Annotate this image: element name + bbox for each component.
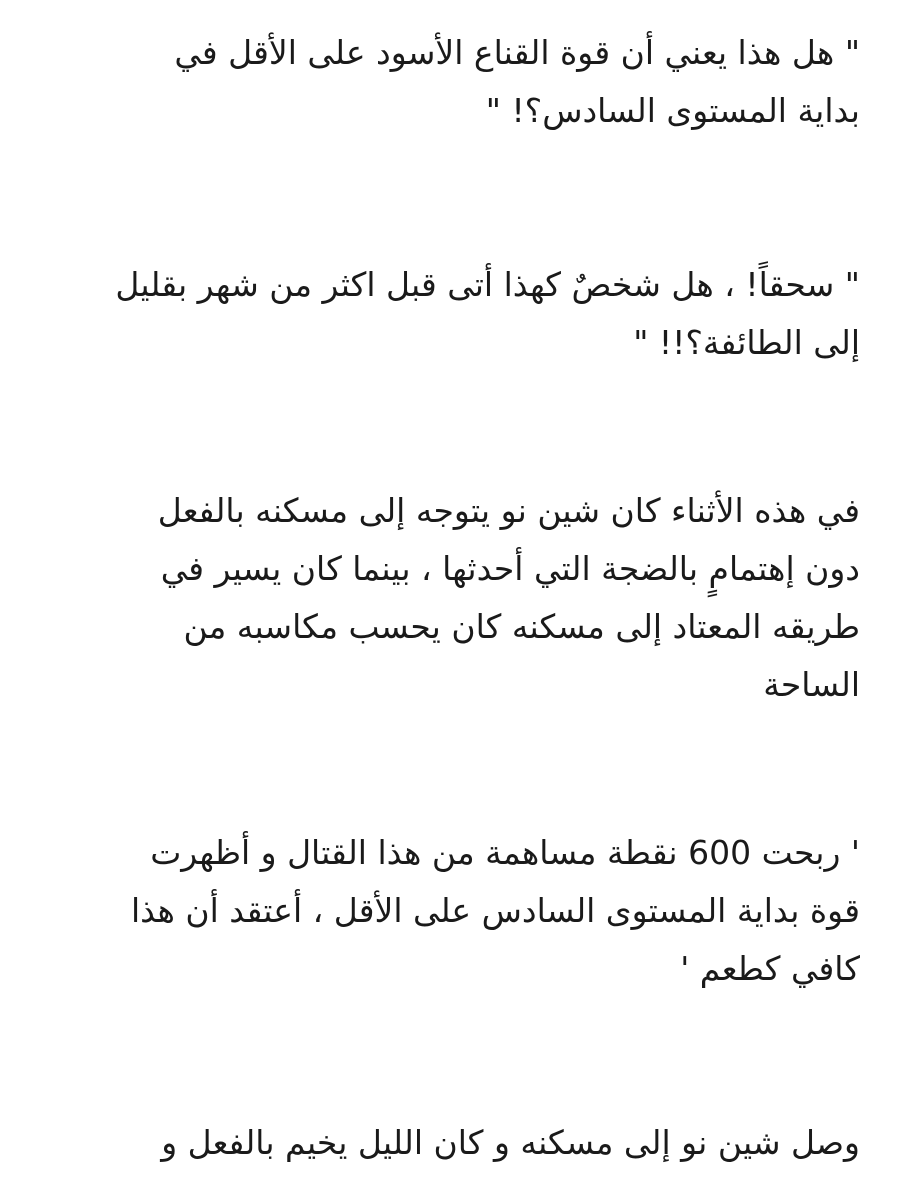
paragraph-line: دون إهتمامٍ بالضجة التي أحدثها ، بينما كان يسير في xyxy=(160,549,860,588)
paragraph-line: بداية المستوى السادس؟! " xyxy=(485,91,860,130)
paragraph-line: وصل شين نو إلى مسكنه و كان الليل يخيم بالفعل و xyxy=(161,1123,860,1162)
paragraph-line: " سحقاً! ، هل شخصٌ كهذا أتى قبل اكثر من شهر بقليل xyxy=(115,265,860,304)
paragraph-line: قوة بداية المستوى السادس على الأقل ، أعتقد أن هذا xyxy=(131,891,860,930)
paragraph-line: " هل هذا يعني أن قوة القناع الأسود على الأقل في xyxy=(174,33,860,72)
paragraph-5 xyxy=(40,1114,860,1172)
paragraph-line: ' ربحت 600 نقطة مساهمة من هذا القتال و أظهرت xyxy=(150,833,860,872)
paragraph-2 xyxy=(40,256,860,372)
paragraph-4 xyxy=(40,824,860,998)
paragraph-line: الساحة xyxy=(763,665,860,704)
paragraph-line: كافي كطعم ' xyxy=(680,949,860,988)
paragraph-line: في هذه الأثناء كان شين نو يتوجه إلى مسكنه بالفعل xyxy=(157,491,860,530)
paragraph-line: إلى الطائفة؟!! " xyxy=(633,323,860,362)
paragraph-1 xyxy=(40,24,860,140)
paragraph-line: طريقه المعتاد إلى مسكنه كان يحسب مكاسبه من xyxy=(183,607,860,646)
paragraph-3 xyxy=(40,482,860,714)
